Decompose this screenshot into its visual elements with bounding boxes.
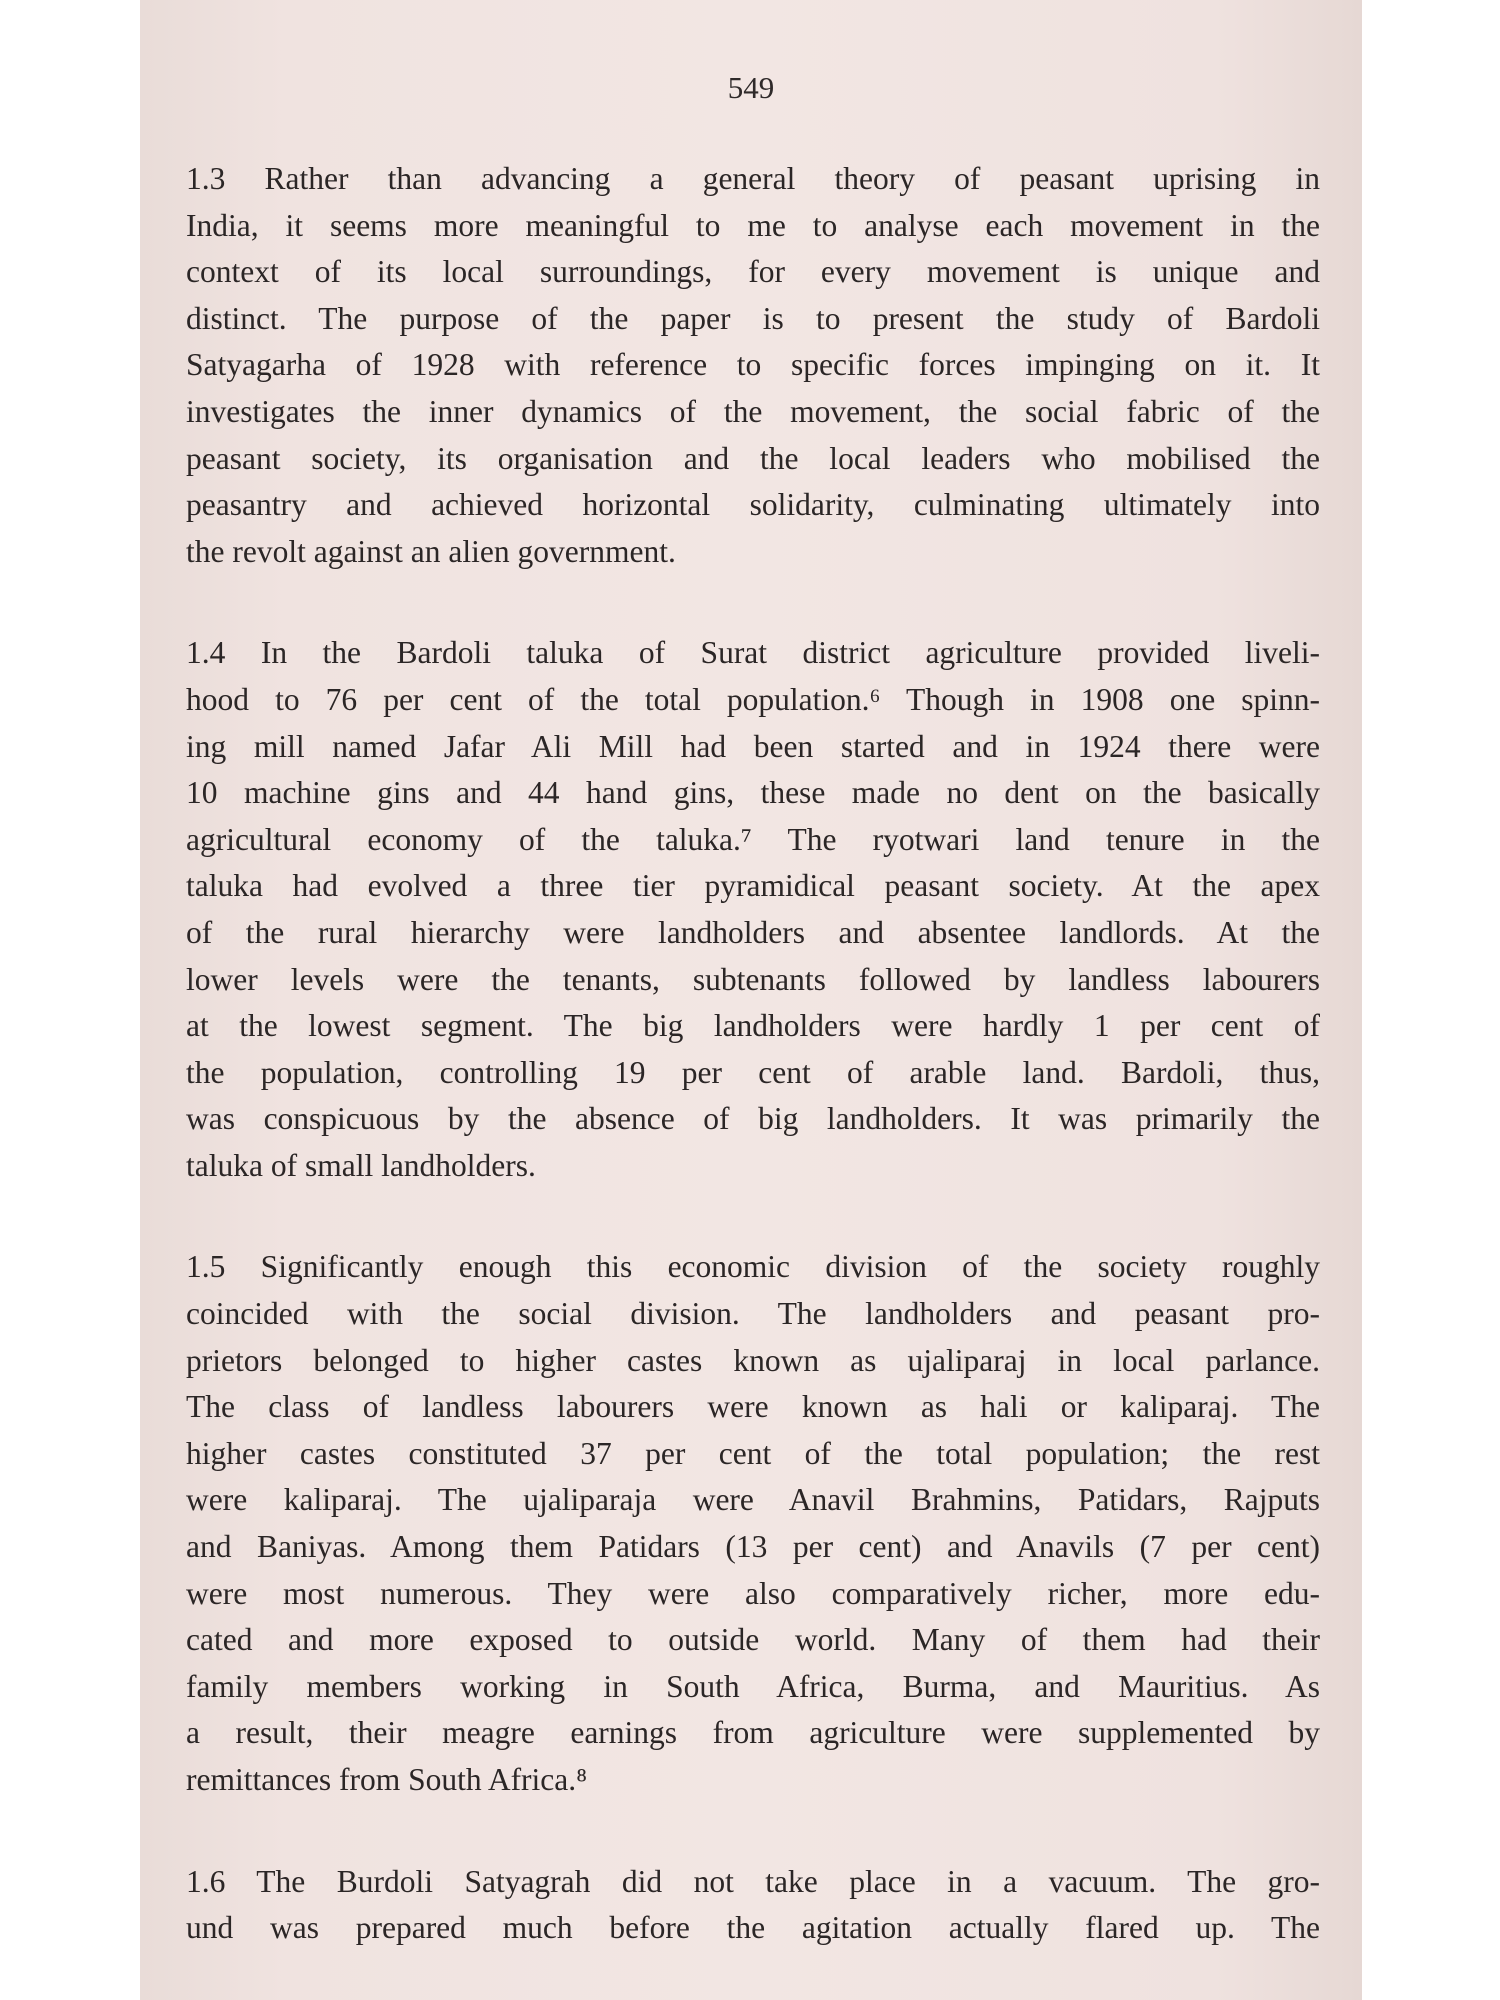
text-line: remittances from South Africa.⁸ xyxy=(186,1762,588,1797)
paragraph-4 xyxy=(186,1859,1320,1952)
text-line: lower levels were the tenants, subtenants followed by landless labourers xyxy=(186,961,1320,997)
text-line: family members working in South Africa, Burma, and Mauritius. As xyxy=(186,1668,1320,1704)
text-line: at the lowest segment. The big landholders were hardly 1 per cent of xyxy=(186,1008,1320,1044)
text-line: higher castes constituted 37 per cent of the total population; the rest xyxy=(186,1435,1320,1471)
text-line: were kaliparaj. The ujaliparaja were Anavil Brahmins, Patidars, Rajputs xyxy=(186,1482,1320,1518)
text-line: 1.6 The Burdoli Satyagrah did not take place in a vacuum. The gro- xyxy=(186,1863,1320,1899)
paragraph-2 xyxy=(186,630,1320,1189)
text-line: agricultural economy of the taluka.⁷ The ryotwari land tenure in the xyxy=(186,821,1320,857)
text-line: hood to 76 per cent of the total population.⁶ Though in 1908 one spinn- xyxy=(186,681,1320,717)
text-line: was conspicuous by the absence of big landholders. It was primarily the xyxy=(186,1101,1320,1137)
text-line: cated and more exposed to outside world. Many of them had their xyxy=(186,1622,1320,1658)
text-line: coincided with the social division. The landholders and peasant pro- xyxy=(186,1296,1320,1332)
text-line: 1.5 Significantly enough this economic division of the society roughly xyxy=(186,1249,1320,1285)
text-line: investigates the inner dynamics of the movement, the social fabric of the xyxy=(186,393,1320,429)
body-text xyxy=(186,156,1320,2000)
text-line: prietors belonged to higher castes known as ujaliparaj in local parlance. xyxy=(186,1342,1320,1378)
paragraph-3 xyxy=(186,1244,1320,1803)
text-line: of the rural hierarchy were landholders and absentee landlords. At the xyxy=(186,914,1320,950)
text-line: the population, controlling 19 per cent of arable land. Bardoli, thus, xyxy=(186,1054,1320,1090)
text-line: und was prepared much before the agitation actually flared up. The xyxy=(186,1910,1320,1946)
text-line: a result, their meagre earnings from agriculture were supplemented by xyxy=(186,1715,1320,1751)
text-line: context of its local surroundings, for every movement is unique and xyxy=(186,254,1320,290)
text-line: India, it seems more meaningful to me to analyse each movement in the xyxy=(186,207,1320,243)
text-line: taluka had evolved a three tier pyramidical peasant society. At the apex xyxy=(186,868,1320,904)
paragraph-1 xyxy=(186,156,1320,575)
text-line: The class of landless labourers were known as hali or kaliparaj. The xyxy=(186,1389,1320,1425)
text-line: 10 machine gins and 44 hand gins, these made no dent on the basically xyxy=(186,775,1320,811)
text-line: ing mill named Jafar Ali Mill had been started and in 1924 there were xyxy=(186,728,1320,764)
text-line: 1.3 Rather than advancing a general theory of peasant uprising in xyxy=(186,161,1320,196)
text-line: peasant society, its organisation and the local leaders who mobilised the xyxy=(186,440,1320,476)
text-line: taluka of small landholders. xyxy=(186,1147,536,1183)
text-line: Satyagarha of 1928 with reference to specific forces impinging on it. It xyxy=(186,347,1320,383)
text-line: the revolt against an alien government. xyxy=(186,533,676,569)
text-line: and Baniyas. Among them Patidars (13 per cent) and Anavils (7 per cent) xyxy=(186,1529,1320,1565)
text-line: were most numerous. They were also comparatively richer, more edu- xyxy=(186,1575,1320,1611)
page-number: 549 xyxy=(727,70,775,105)
text-line: 1.4 In the Bardoli taluka of Surat district agriculture provided liveli- xyxy=(186,635,1320,671)
scanned-page xyxy=(140,0,1362,2000)
text-line: peasantry and achieved horizontal solidarity, culminating ultimately into xyxy=(186,487,1320,523)
text-line: distinct. The purpose of the paper is to present the study of Bardoli xyxy=(186,300,1320,336)
